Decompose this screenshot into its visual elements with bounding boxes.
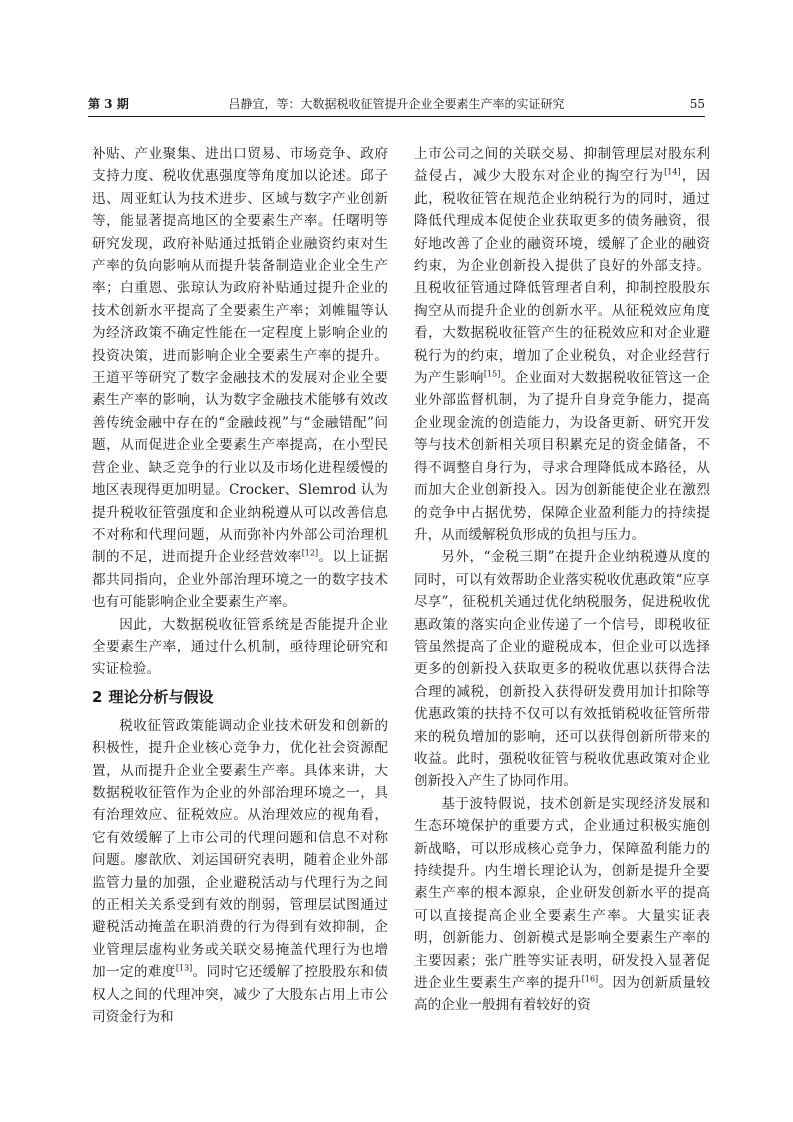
body-paragraph — [92, 715, 388, 1029]
section-number: 2 — [92, 687, 103, 706]
section-heading — [92, 686, 388, 708]
citation: [16] — [581, 974, 599, 984]
paragraph-text: ，因此，税收征管在规范企业纳税行为的同时，通过降低代理成本促使企业获取更多的债务融资，很好地改善了企业的融资环境，缓解了企业的融资约束，为企业创新投入提供了良好的外部支持。且税收征管通过降低管理者自利，抑制控股股东掏空从而提升企业的创新水平。从征税效应角度看，大数据税收征管产生的征税效应和对企业避税行为的约束，增加了企业税负，对企业经营行为产生影响 — [414, 168, 711, 387]
right-column — [414, 143, 710, 1017]
citation: [12] — [301, 548, 319, 558]
paragraph-text: 税收征管政策能调动企业技术研发和创新的积极性，提升企业核心竞争力，优化社会资源配置，从而提升企业全要素生产率。具体来讲，大数据税收征管作为企业的外部治理环境之一，具有治理效应、征税效应。从治理效应的视角看，它有效缓解了上市公司的代理问题和信息不对称问题。廖歆欣、刘运国研究表明，随着企业外部监管力量的加强，企业避税活动与代理行为之间的正相关关系受到有效的削弱，管理层试图通过避税活动掩盖在职消费的行为得到有效抑制，企业管理层虚构业务或关联交易掩盖代理行为也增加一定的难度 — [92, 717, 388, 981]
running-title: 吕静宜，等：大数据税收征管提升企业全要素生产率的实证研究 — [228, 97, 565, 111]
running-header — [88, 93, 705, 115]
paragraph-text: 基于波特假说，技术创新是实现经济发展和生态环境保护的重要方式，企业通过积极实施创新战略，可以形成核心竞争力，保障盈利能力的持续提升。内生增长理论认为，创新是提升全要素生产率的根本源泉，企业研发创新水平的提高可以直接提高企业全要素生产率。大量实证表明，创新能力、创新模式是影响全要素生产率的主要因素；张广胜等实证表明，研发投入显著促进企业生要素生产率的提升 — [414, 795, 710, 992]
citation: [15] — [483, 369, 501, 379]
paragraph-text: 。企业面对大数据税收征管这一企业外部监督机制，为了提升自身竞争能力，提高企业现金流的创造能力，为设备更新、研究开发等与技术创新相关项目积累充足的资金储备，不得不调整自身行为，寻求合理降低成本路径，从而加大企业创新投入。因为创新能使企业在激烈的竞争中占据优势，保障企业盈利能力的持续提升，从而缓解税负形成的负担与压力。 — [414, 370, 711, 543]
left-column — [92, 143, 388, 1028]
paragraph-text: 。同时它还缓解了控股股东和债权人之间的代理冲突，减少了大股东占用上市公司资金行为和 — [92, 964, 389, 1026]
issue-label: 第 3 期 — [88, 97, 129, 111]
paragraph-text: 上市公司之间的关联交易、抑制管理层对股东利益侵占，减少大股东对企业的掏空行为 — [414, 146, 710, 185]
body-paragraph — [414, 143, 710, 546]
section-title: 理论分析与假设 — [108, 687, 214, 706]
paragraph-text: 。因为创新质量较高的企业一般拥有着较好的资 — [414, 975, 711, 1014]
body-paragraph — [414, 793, 710, 1017]
header-rule — [88, 116, 705, 117]
paragraph-text: 补贴、产业聚集、进出口贸易、市场竞争、政府支持力度、税收优惠强度等角度加以论述。邱子迅、周亚虹认为技术进步、区域与数字产业创新等，能显著提高地区的全要素生产率。任曙明等研究发现，政府补贴通过抵销企业融资约束对生产率的负向影响从而提升装备制造业企业全生产率；白重恩、张琼认为政府补贴通过提升企业的技术创新水平提高了全要素生产率；刘帷韫等认为经济政策不确定性能在一定程度上影响企业的投资决策，进而影响企业全要素生产率的提升。王道平等研究了数字金融技术的发展对企业全要素生产率的影响，认为数字金融技术能够有效改善传统金融中存在的“金融歧视”与“金融错配”问题，从而促进企业全要素生产率提高，在小型民营企业、缺乏竞争的行业以及市场化进程缓慢的地区表现得更加明显。Crocker、Slemrod 认为提升税收征管强度和企业纳税遵从可以改善信息不对称和代理问题，从而弥补内外部公司治理机制的不足，进而提升企业经营效率 — [92, 146, 388, 566]
citation: [13] — [175, 963, 193, 973]
paragraph-text: 。以上证据都共同指向，企业外部治理环境之一的数字技术也有可能影响企业全要素生产率。 — [92, 549, 389, 611]
body-paragraph: 另外，“金税三期”在提升企业纳税遵从度的同时，可以有效帮助企业落实税收优惠政策“应享尽享”，征税机关通过优化纳税服务，促进税收优惠政策的落实向企业传递了一个信号，即税收征管虽然提高了企业的避税成本，但企业可以选择更多的创新投入获取更多的税收优惠以获得合法合理的减税，创新投入获得研发费用加计扣除等优惠政策的扶持不仅可以有效抵销税收征管所带来的税负增加的影响，还可以获得创新所带来的收益。此时，强税收征管与税收优惠政策对企业创新投入产生了协同作用。 — [414, 549, 710, 790]
page-number: 55 — [689, 97, 705, 111]
body-paragraph: 因此，大数据税收征管系统是否能提升企业全要素生产率，通过什么机制，亟待理论研究和实证检验。 — [92, 616, 388, 678]
body-paragraph — [92, 143, 388, 614]
citation: [14] — [664, 167, 681, 177]
